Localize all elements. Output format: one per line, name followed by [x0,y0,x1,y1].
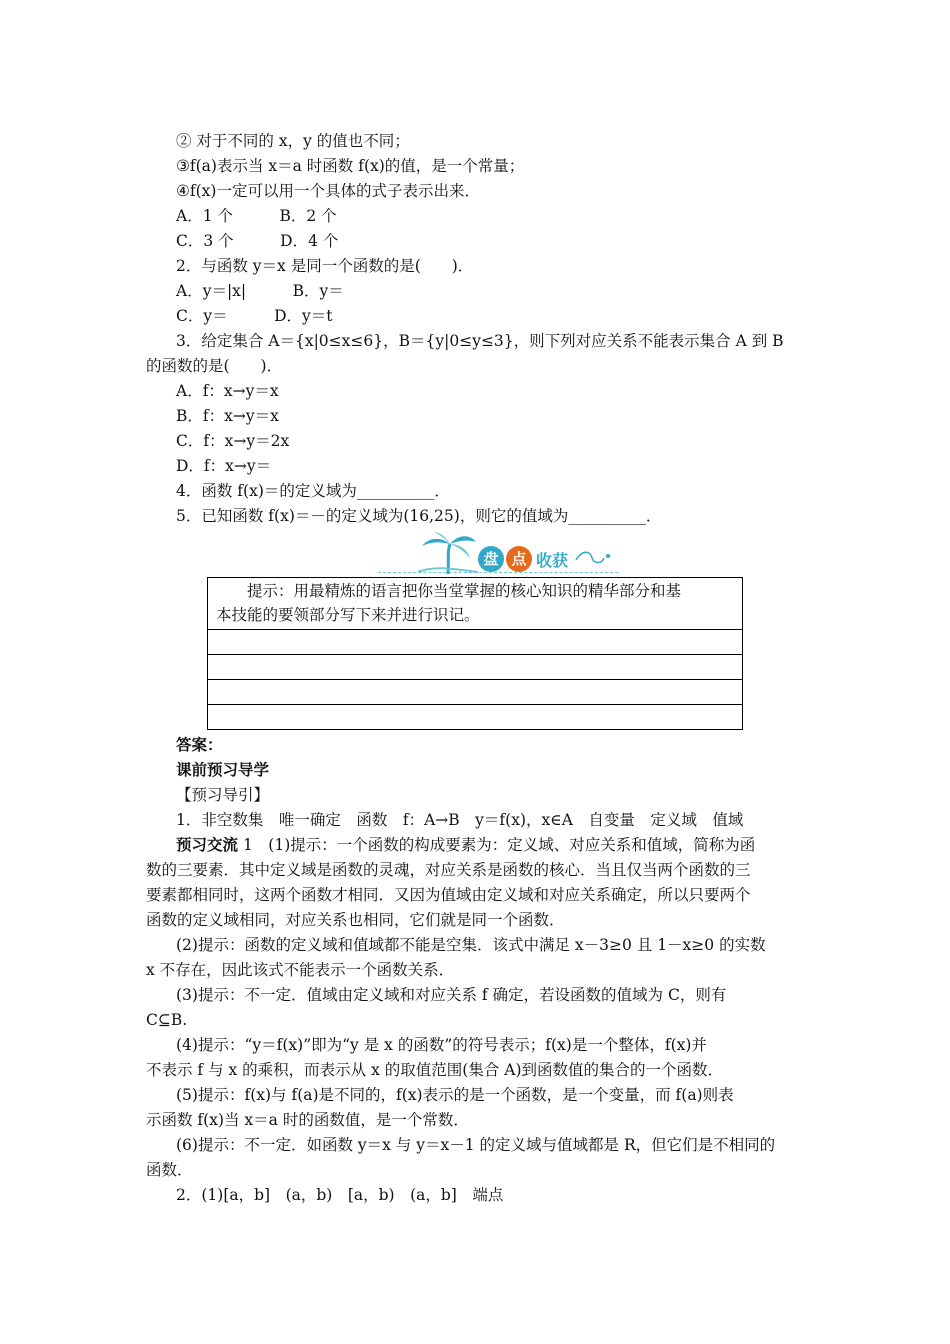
summary-hint-line2: 本技能的要领部分写下来并进行识记。 [216,606,480,624]
summary-hint [208,578,743,630]
summary-banner [378,532,618,576]
question-4: 4．函数 f(x)＝的定义域为__________． [176,482,450,500]
answer-body-line: (6)提示：不一定．如函数 y＝x 与 y＝x－1 的定义域与值域都是 R，但它们是不相同的 [176,1136,776,1154]
answer-body-line: 不表示 f 与 x 的乘积，而表示从 x 的取值范围(集合 A)到函数值的集合的一个函数． [146,1061,723,1079]
q3-option-d: D．f：x→y＝ [176,457,272,475]
q3-option-a: A．f：x→y＝x [176,382,279,400]
statement-4: ④f(x)一定可以用一个具体的式子表示出来． [176,182,480,200]
statement-3: ③f(a)表示当 x＝a 时函数 f(x)的值，是一个常量； [176,157,525,175]
answers-heading: 答案： [176,736,223,754]
summary-blank-line[interactable] [208,630,743,655]
question-5: 5．已知函数 f(x)＝－的定义域为(16,25)，则它的值域为__________． [176,507,662,525]
exchange-label: 预习交流 [176,836,239,854]
answer-body-line: (5)提示：f(x)与 f(a)是不同的，f(x)表示的是一个函数，是一个变量，而 f(a)则表 [176,1086,734,1104]
q3-option-c: C．f：x→y＝2x [176,432,290,450]
q1-options-ab: A．1 个 B．2 个 [176,207,337,225]
statement-2: ② 对于不同的 x，y 的值也不同； [176,132,410,150]
summary-hint-line1: 提示：用最精炼的语言把你当堂掌握的核心知识的精华部分和基 [216,582,682,600]
q2-options-cd: C．y＝ D．y＝t [176,307,333,325]
answers-section-title: 课前预习导学 [176,761,270,779]
exchange-text: 1 (1)提示：一个函数的构成要素为：定义域、对应关系和值域，简称为函 [238,836,756,854]
q1-options-cd: C．3 个 D．4 个 [176,232,339,250]
banner-char-dian: 点 [506,546,532,572]
answer-body-line: x 不存在，因此该式不能表示一个函数关系． [146,961,455,979]
answers-bracket-title: 【预习导引】 [176,786,270,804]
question-3: 3．给定集合 A＝{x|0≤x≤6}，B＝{y|0≤y≤3}，则下列对应关系不能表示集合 A 到 B [176,332,784,350]
banner-char-pan: 盘 [478,546,504,572]
answer-body-line: 示函数 f(x)当 x＝a 时的函数值，是一个常数． [146,1111,469,1129]
banner-title-rest: 收获 [536,551,569,570]
banner-divider [378,572,618,574]
summary-blank-line[interactable] [208,680,743,705]
summary-blank-line[interactable] [208,655,743,680]
q2-options-ab: A．y＝|x| B．y＝ [176,282,344,300]
answer-body-line: (4)提示：“y＝f(x)”即为“y 是 x 的函数”的符号表示；f(x)是一个整体，f(x)并 [176,1036,707,1054]
palm-tree-icon [418,532,478,574]
answer-body-line: 2．(1)[a，b] (a，b) [a，b) (a，b] 端点 [176,1186,504,1204]
answers-line-1: 1．非空数集 唯一确定 函数 f：A→B y＝f(x)，x∈A 自变量 定义域 值域 [176,811,744,829]
summary-blank-line[interactable] [208,705,743,730]
q3-option-b: B．f：x→y＝x [176,407,279,425]
summary-box [207,577,743,730]
exchange-line [176,835,755,855]
swirl-decoration-icon [574,548,614,568]
question-2: 2．与函数 y＝x 是同一个函数的是( )． [176,257,474,275]
answer-body-line: 函数． [146,1161,193,1179]
answer-body-line: (2)提示：函数的定义域和值域都不能是空集．该式中满足 x－3≥0 且 1－x≥0 的实数 [176,936,766,954]
answer-body-line: C⊆B. [146,1011,188,1029]
answer-body-line: (3)提示：不一定．值域由定义域和对应关系 f 确定，若设函数的值域为 C，则有 [176,986,727,1004]
question-3-cont: 的函数的是( )． [146,357,283,375]
answer-body-line: 函数的定义域相同，对应关系也相同，它们就是同一个函数． [146,911,565,929]
answer-body-line: 要素都相同时，这两个函数才相同．又因为值域由定义域和对应关系确定，所以只要两个 [146,886,751,904]
answer-body-line: 数的三要素．其中定义域是函数的灵魂，对应关系是函数的核心．当且仅当两个函数的三 [146,861,751,879]
